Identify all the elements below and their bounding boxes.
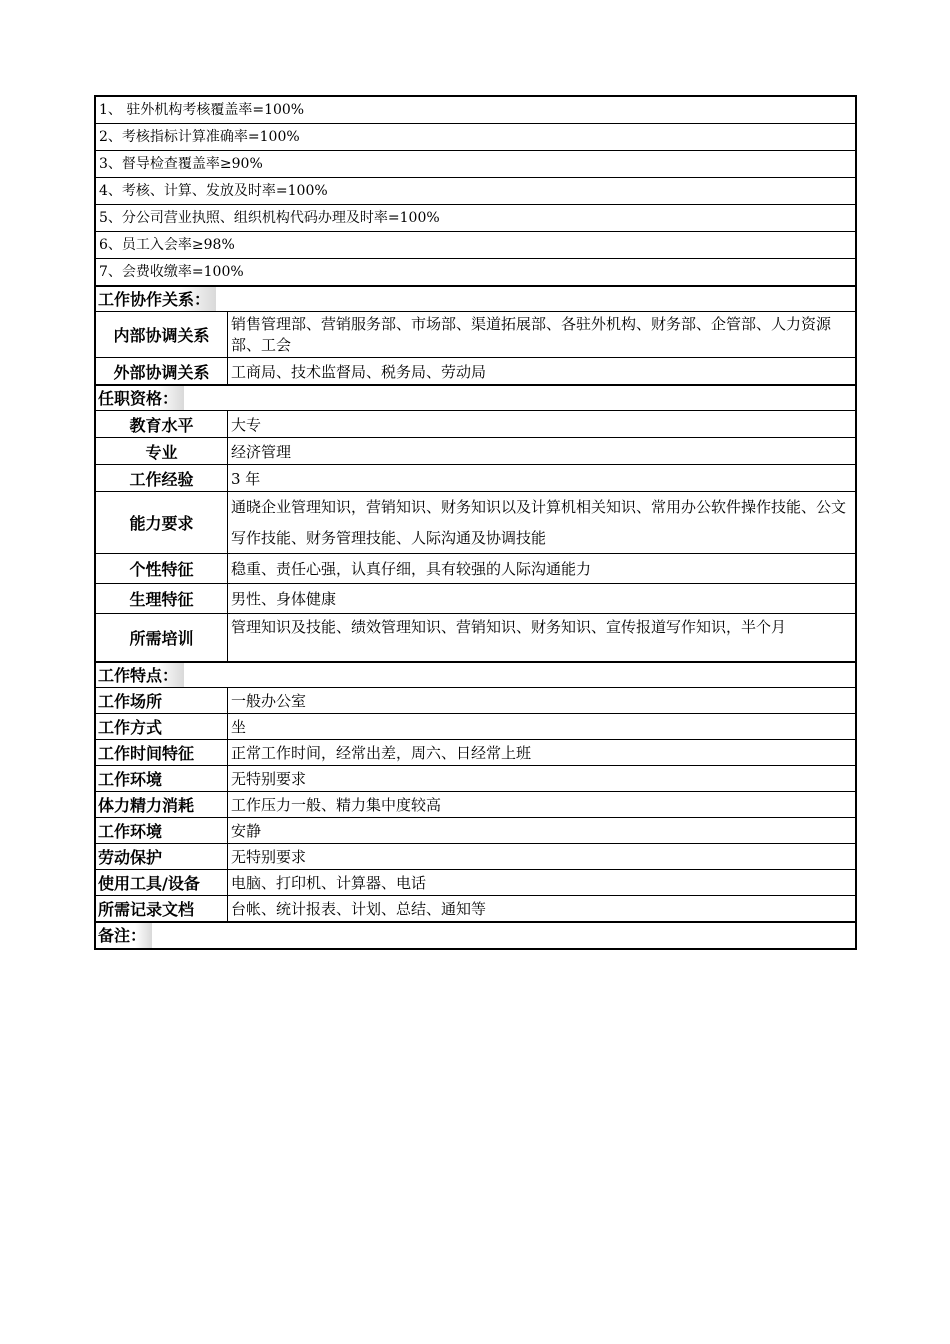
feature-value — [228, 896, 855, 921]
external-relations-row — [96, 358, 855, 385]
kpi-item: 7、会费收缴率=100% — [99, 264, 244, 280]
feature-label: 工作时间特征 — [96, 740, 228, 765]
feature-text: 正常工作时间，经常出差，周六、日经常上班 — [231, 744, 532, 762]
feature-value — [228, 792, 855, 817]
kpi-item: 2、考核指标计算准确率=100% — [99, 129, 300, 145]
ability-text: 通晓企业管理知识，营销知识、财务知识以及计算机相关知识、常用办公软件操作技能、公文写作技能、财务管理技能、人际沟通及协调技能 — [231, 497, 847, 547]
feature-text: 无特别要求 — [231, 848, 307, 866]
education-label: 教育水平 — [96, 411, 228, 437]
features-section-header — [96, 662, 855, 688]
feature-label: 工作方式 — [96, 714, 228, 739]
feature-label: 劳动保护 — [96, 844, 228, 869]
feature-text: 电脑、打印机、计算器、电话 — [231, 874, 427, 892]
feature-label: 工作环境 — [96, 766, 228, 791]
internal-relations-label: 内部协调关系 — [96, 312, 228, 357]
experience-text: 3 年 — [231, 469, 261, 488]
feature-row — [96, 896, 855, 922]
feature-row — [96, 818, 855, 844]
feature-value — [228, 740, 855, 765]
feature-label: 工作环境 — [96, 818, 228, 843]
ability-row — [96, 492, 855, 554]
feature-row — [96, 792, 855, 818]
feature-value — [228, 844, 855, 869]
internal-relations-row — [96, 312, 855, 358]
qualifications-section-title: 任职资格： — [96, 386, 184, 410]
education-row — [96, 411, 855, 438]
physical-label: 生理特征 — [96, 584, 228, 613]
feature-label: 体力精力消耗 — [96, 792, 228, 817]
kpi-item: 5、分公司营业执照、组织机构代码办理及时率=100% — [99, 210, 440, 226]
feature-value — [228, 688, 855, 713]
feature-label: 工作场所 — [96, 688, 228, 713]
features-section-title: 工作特点： — [96, 663, 184, 687]
job-description-table — [94, 95, 857, 950]
external-relations-text: 工商局、技术监督局、税务局、劳动局 — [231, 362, 487, 381]
education-value — [228, 411, 855, 437]
feature-row — [96, 870, 855, 896]
external-relations-value — [228, 358, 855, 384]
feature-value — [228, 766, 855, 791]
feature-label: 使用工具/设备 — [96, 870, 228, 895]
feature-value — [228, 818, 855, 843]
major-label: 专业 — [96, 438, 228, 464]
feature-text: 台帐、统计报表、计划、总结、通知等 — [231, 900, 487, 918]
remarks-section-title: 备注： — [96, 923, 152, 948]
kpi-row-4 — [96, 178, 855, 205]
feature-text: 一般办公室 — [231, 692, 307, 710]
training-row — [96, 614, 855, 662]
internal-relations-text: 销售管理部、营销服务部、市场部、渠道拓展部、各驻外机构、财务部、企管部、人力资源部、工会 — [231, 314, 832, 354]
feature-row — [96, 688, 855, 714]
major-value — [228, 438, 855, 464]
experience-row — [96, 465, 855, 492]
feature-row — [96, 714, 855, 740]
feature-row — [96, 740, 855, 766]
experience-label: 工作经验 — [96, 465, 228, 491]
education-text: 大专 — [231, 415, 262, 434]
qualifications-section-header — [96, 385, 855, 411]
feature-text: 坐 — [231, 718, 247, 736]
kpi-item: 3、督导检查覆盖率≥90% — [99, 156, 263, 172]
personality-row — [96, 554, 855, 584]
training-value — [228, 614, 855, 661]
kpi-item: 4、考核、计算、发放及时率=100% — [99, 183, 328, 199]
physical-text: 男性、身体健康 — [231, 590, 337, 608]
training-text: 管理知识及技能、绩效管理知识、营销知识、财务知识、宣传报道写作知识，半个月 — [231, 618, 787, 636]
kpi-row-1 — [96, 97, 855, 124]
relations-section-header — [96, 286, 855, 312]
physical-row — [96, 584, 855, 614]
experience-value — [228, 465, 855, 491]
feature-text: 工作压力一般、精力集中度较高 — [231, 796, 442, 814]
major-row — [96, 438, 855, 465]
external-relations-label: 外部协调关系 — [96, 358, 228, 384]
feature-row — [96, 844, 855, 870]
kpi-row-5 — [96, 205, 855, 232]
feature-value — [228, 870, 855, 895]
feature-label: 所需记录文档 — [96, 896, 228, 921]
major-text: 经济管理 — [231, 442, 292, 461]
kpi-item: 6、员工入会率≥98% — [99, 237, 235, 253]
kpi-row-3 — [96, 151, 855, 178]
kpi-row-7 — [96, 259, 855, 286]
feature-row — [96, 766, 855, 792]
personality-text: 稳重、责任心强，认真仔细，具有较强的人际沟通能力 — [231, 560, 592, 578]
relations-section-title: 工作协作关系： — [96, 287, 216, 311]
kpi-row-2 — [96, 124, 855, 151]
physical-value — [228, 584, 855, 613]
training-label: 所需培训 — [96, 614, 228, 661]
ability-value — [228, 492, 855, 553]
feature-text: 无特别要求 — [231, 770, 307, 788]
personality-value — [228, 554, 855, 583]
kpi-item: 1、 驻外机构考核覆盖率=100% — [99, 102, 305, 118]
remarks-section-header — [96, 922, 855, 948]
internal-relations-value — [228, 312, 855, 357]
ability-label: 能力要求 — [96, 492, 228, 553]
personality-label: 个性特征 — [96, 554, 228, 583]
feature-value — [228, 714, 855, 739]
kpi-row-6 — [96, 232, 855, 259]
feature-text: 安静 — [231, 822, 262, 840]
